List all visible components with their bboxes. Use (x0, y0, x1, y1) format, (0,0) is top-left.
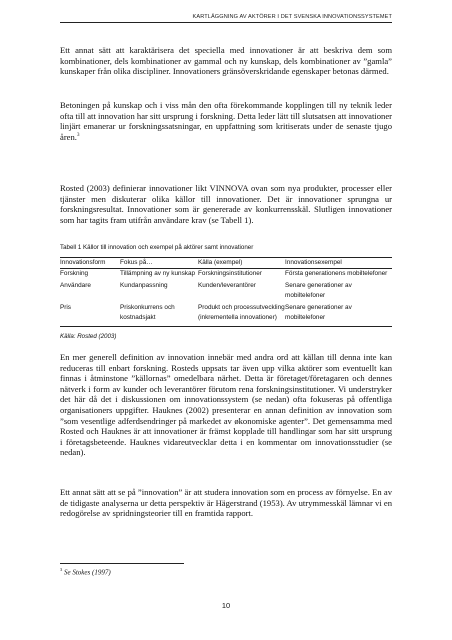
table-row (60, 281, 392, 303)
footnote-text: Se Stokes (1997) (62, 568, 111, 577)
table-cell: Användare (60, 282, 91, 290)
table-row (60, 303, 392, 326)
table-cell: Kunden/leverantörer (198, 282, 256, 290)
table-row (60, 268, 392, 281)
table-header-cell: Innovationsexempel (285, 259, 342, 266)
table-cell: Pris (60, 304, 72, 312)
footnote (60, 567, 111, 576)
table-cell: Kundanpassning (120, 282, 168, 290)
paragraph-4: En mer generell definition av innovation innebär med andra ord att källan till denna inte kan reduceras till enbart forskning. Rosteds uppsats tar även upp vilka aktörer som eventuellt kan finnas i åtminstone ”källornas” omedelbara närhet. Detta är företaget/företagaren och dennes nätverk i form av kunder och leverantörer förutom rena forskningsinstitutioner. Vi understryker det här då det i diskussionen om innovationssystem (se nedan) ofta fokuseras på offentliga organisationers uppgifter. Hauknes (2002) presenterar en annan definition av innovation som ”som vesentlige adferdsendringer på markedet av økonomiske agenter”. Det gemensamma med Rosted och Hauknes är att innovationer är främst kopplade till handlingar som har sitt ursprung i företagsbeteende. Hauknes vidareutvecklar detta i en kommentar om innovationsstudier (se nedan). (60, 352, 392, 458)
paragraph-2 (60, 100, 392, 142)
table-cell: Forskning (60, 269, 89, 277)
paragraph-2-text: Betoningen på kunskap och i viss mån den ofta förekommande kopplingen till ny teknik leder ofta till att innovation har sitt ursprung i forskning. Detta leder lätt till slutsatsen att innovationer linjärt emanerar ur forskningssatsningar, en uppfattning som kritiserats under de senaste tjugo åren. (60, 100, 392, 142)
table-caption: Tabell 1 Källor till innovation och exempel på aktörer samt innovationer (60, 244, 254, 251)
table-cell: Produkt och processutveckling (inkrementella innovationer) (198, 304, 285, 321)
table-header-cell: Innovationsform (60, 259, 106, 266)
footnote-mark: 3 (60, 567, 63, 572)
running-header: KARTLÄGGNING AV AKTÖRER I DET SVENSKA INNOVATIONSSYSTEMET (60, 14, 392, 23)
table-cell: Forskningsinstitutioner (198, 269, 262, 277)
table-cell: Senare generationer av mobiltelefoner (285, 304, 352, 321)
table-header-row (60, 258, 392, 269)
paragraph-1: Ett annat sätt att karaktärisera det speciella med innovationer är att beskriva dem som kombinationer, dels kombinationer av gammal och ny kunskap, dels kombinationer av ”gamla” kunskaper från olika discipliner. Innovationers gränsöverskridande egenskaper betonas därmed. (60, 45, 392, 77)
table-cell: Priskonkurrens och kostnadsjakt (120, 304, 175, 321)
table-source: Källa: Rosted (2003) (60, 333, 117, 340)
paragraph-3: Rosted (2003) definierar innovationer likt VINNOVA ovan som nya produkter, processer eller tjänster men diskuterar olika källor till innovationer. Det är innovationer sprungna ur forskningsresultat. Innovationer som är genererade av konkurrensskäl. Slutligen innovationer som har tagits fram utifrån användare krav (se Tabell 1). (60, 183, 392, 225)
footnote-divider (60, 563, 184, 564)
footnote-reference: 3 (76, 132, 80, 138)
sources-table (60, 257, 392, 327)
table-header-cell: Källa (exempel) (198, 259, 243, 266)
page-number: 10 (221, 601, 231, 610)
paragraph-5: Ett annat sätt att se på ”innovation” är att studera innovation som en process av förnyelse. En av de tidigaste analyserna ur detta perspektiv är Hägerstrand (1953). Av utrymmesskäl lämnar vi en redogörelse av spridningsteorier till en framtida rapport. (60, 487, 392, 519)
table-cell: Första generationens mobiltelefoner (285, 269, 388, 277)
table-cell: Senare generationer av mobiltelefoner (285, 282, 352, 299)
table-header-cell: Fokus på… (120, 259, 153, 266)
table-cell: Tillämpning av ny kunskap (120, 269, 196, 277)
